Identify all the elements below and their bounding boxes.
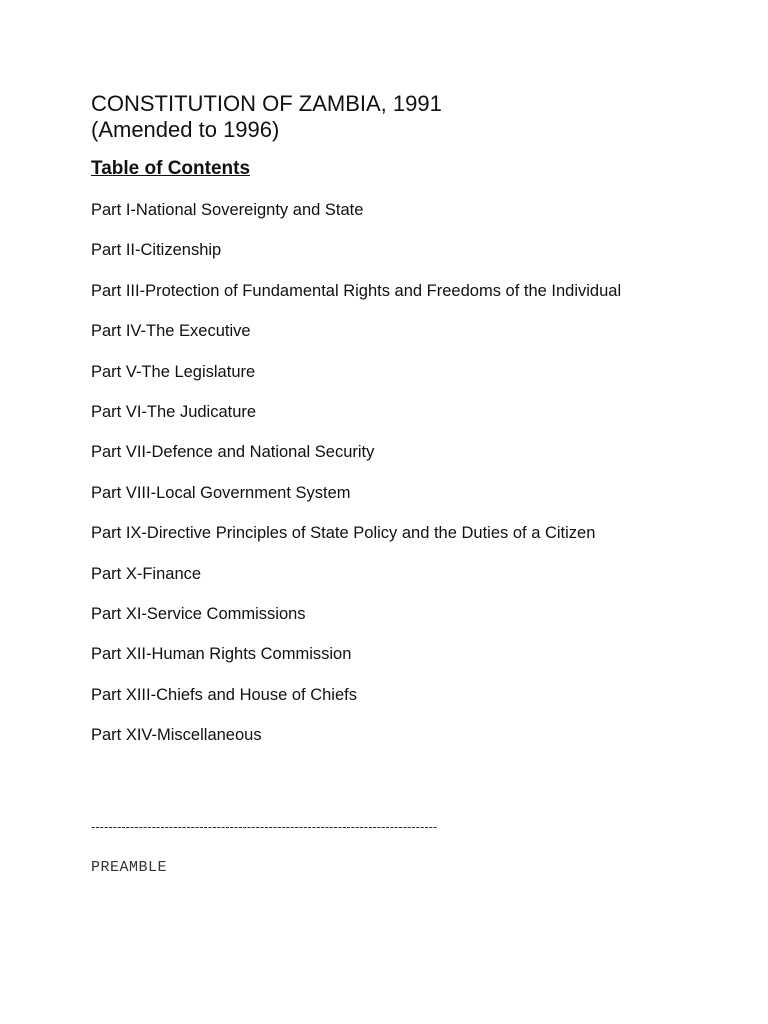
toc-item: Part IV-The Executive	[91, 322, 251, 341]
document-title	[91, 91, 442, 143]
title-line-2: (Amended to 1996)	[91, 117, 280, 142]
toc-item: Part XII-Human Rights Commission	[91, 645, 352, 664]
toc-item: Part VIII-Local Government System	[91, 483, 351, 502]
toc-item: Part IX-Directive Principles of State Policy and the Duties of a Citizen	[91, 524, 596, 543]
section-divider: --------------------------------------------------------------------------------	[91, 819, 438, 834]
toc-item: Part XI-Service Commissions	[91, 604, 306, 623]
toc-item: Part III-Protection of Fundamental Rights and Freedoms of the Individual	[91, 281, 622, 300]
preamble-heading: PREAMBLE	[91, 859, 168, 876]
toc-item: Part XIII-Chiefs and House of Chiefs	[91, 685, 357, 704]
toc-item: Part X-Finance	[91, 564, 202, 583]
toc-item: Part VI-The Judicature	[91, 402, 257, 421]
toc-heading: Table of Contents	[91, 158, 251, 179]
toc-item: Part II-Citizenship	[91, 241, 222, 260]
toc-item: Part XIV-Miscellaneous	[91, 726, 262, 745]
title-line-1: CONSTITUTION OF ZAMBIA, 1991	[91, 91, 442, 116]
table-of-contents	[91, 199, 621, 764]
toc-item: Part I-National Sovereignty and State	[91, 201, 364, 219]
toc-item: Part VII-Defence and National Security	[91, 443, 375, 462]
toc-item: Part V-The Legislature	[91, 362, 256, 381]
